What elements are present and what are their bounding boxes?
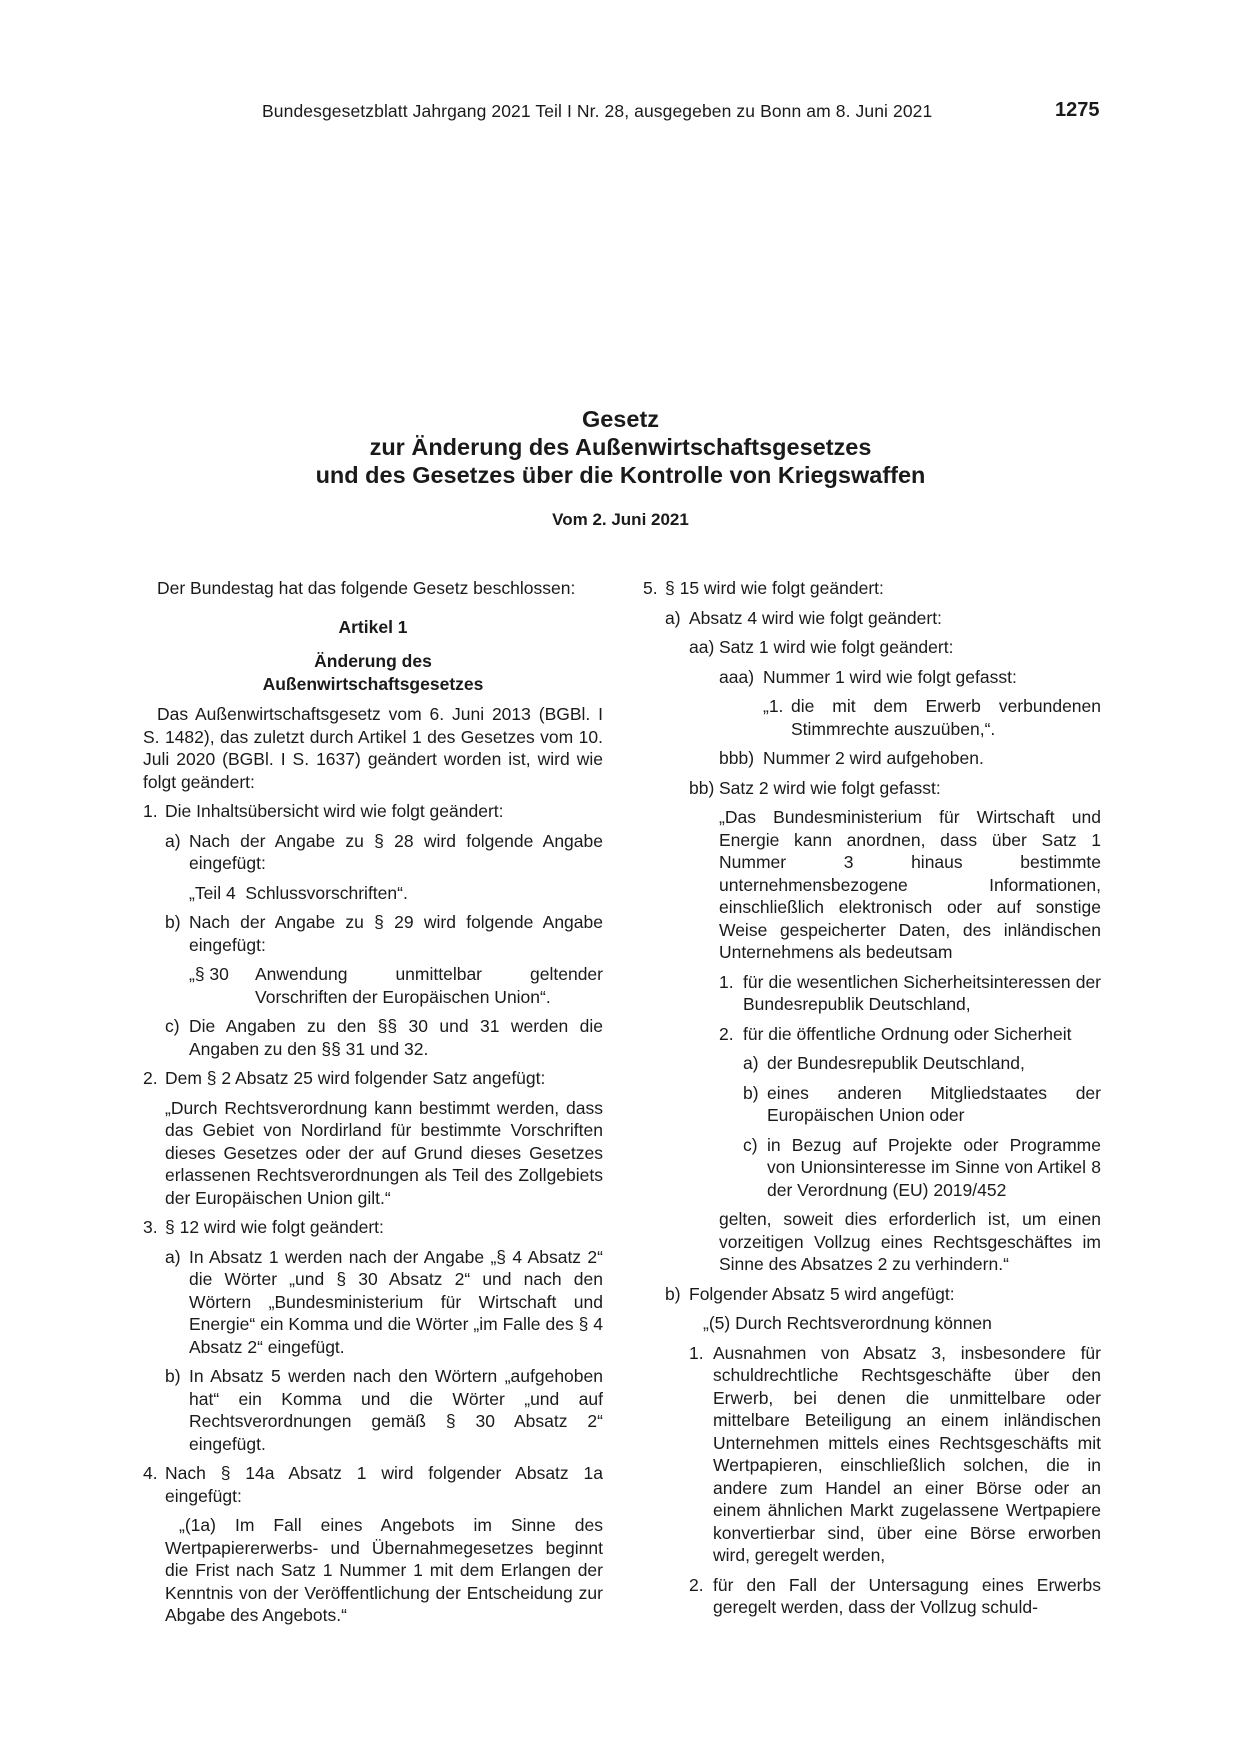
law-date: Vom 2. Juni 2021 bbox=[552, 510, 689, 529]
quote: „(5) Durch Rechtsverordnung können bbox=[703, 1313, 992, 1333]
list-item: b) eines anderen Mitgliedstaates der Europäischen Union oder bbox=[743, 1082, 1101, 1125]
quote: „Teil 4 Schlussvorschriften“. bbox=[189, 882, 408, 903]
quote: „1. die mit dem Erwerb verbundenen Stimmrechte auszuüben,“. bbox=[763, 696, 1101, 739]
list-item: b) Folgender Absatz 5 wird angefügt: bbox=[665, 1283, 955, 1304]
list-item: bb) Satz 2 wird wie folgt gefasst: bbox=[689, 777, 941, 798]
article-label: Artikel 1 bbox=[338, 616, 408, 637]
article-title-2: Außenwirtschaftsgesetzes bbox=[262, 673, 484, 694]
list-item: b) In Absatz 5 werden nach den Wörtern „aufgehoben hat“ ein Komma und die Wörter „und auf Rechtsverordnungen gemäß § 30 Absatz 2“ eingefügt. bbox=[165, 1366, 603, 1454]
list-item: c) in Bezug auf Projekte oder Programme von Unionsinteresse im Sinne von Artikel 8 der Verordnung (EU) 2019/452 bbox=[743, 1134, 1101, 1200]
quote: „Das Bundesministerium für Wirtschaft und Energie kann anordnen, dass über Satz 1 Nummer 3 hinaus bestimmte unternehmensbezogene Informationen, einschließlich elektronisch oder auf sonstige Weise gespeicherter Daten, des inländischen Unternehmens als bedeutsam bbox=[719, 807, 1101, 962]
list-item: bbb) Nummer 2 wird aufgehoben. bbox=[719, 748, 984, 768]
list-item: 1. Ausnahmen von Absatz 3, insbesondere für schuldrechtliche Rechtsgeschäfte über den Erwerb, bei denen die unmittelbare oder mittelbare Beteiligung an einem inländischen Unternehmen mittels eines Rechtsgeschäfts mit Wertpapieren, einschließlich solchen, die in andere zum Handel an einer Börse oder an einem ähnlichen Markt zugelassene Wertpapiere konvertierbar sind, über eine Börse erworben wird, geregelt werden, bbox=[689, 1342, 1101, 1565]
list-item: 4. Nach § 14a Absatz 1 wird folgender Absatz 1a eingefügt: bbox=[143, 1463, 603, 1506]
list-item: 2. für die öffentliche Ordnung oder Sicherheit bbox=[719, 1023, 1072, 1044]
quote: gelten, soweit dies erforderlich ist, um einen vorzeitigen Vollzug eines Rechtsgeschäftes im Sinne des Absatzes 2 zu verhindern.“ bbox=[719, 1209, 1101, 1274]
title-line-2: zur Änderung des Außenwirtschaftsgesetzes bbox=[369, 434, 872, 460]
running-header: Bundesgesetzblatt Jahrgang 2021 Teil I Nr. 28, ausgegeben zu Bonn am 8. Juni 2021 bbox=[262, 101, 933, 121]
list-item: 5. § 15 wird wie folgt geändert: bbox=[643, 578, 884, 598]
list-item: 3. § 12 wird wie folgt geändert: bbox=[143, 1217, 384, 1237]
article-title-1: Änderung des bbox=[314, 651, 432, 671]
list-item: a) Nach der Angabe zu § 28 wird folgende Angabe eingefügt: bbox=[165, 830, 603, 873]
law-title bbox=[0, 405, 1241, 489]
article-paragraph: Das Außenwirtschaftsgesetz vom 6. Juni 2013 (BGBl. I S. 1482), das zuletzt durch Artikel 1 des Gesetzes vom 10. Juli 2020 (BGBl. I S. 1637) geändert worden ist, wird wie folgt geändert: bbox=[143, 704, 603, 792]
left-column bbox=[143, 577, 603, 1634]
quote: „§ 30 Anwendung unmittelbar geltender Vorschriften der Europäischen Union“. bbox=[189, 964, 603, 1007]
list-item: a) In Absatz 1 werden nach der Angabe „§ 4 Absatz 2“ die Wörter „und § 30 Absatz 2“ und nach den Wörtern „Bundesministerium für Wirtschaft und Energie“ ein Komma und die Wörter „im Falle des § 4 Absatz 2“ eingefügt. bbox=[165, 1246, 603, 1357]
enactment-clause: Der Bundestag hat das folgende Gesetz beschlossen: bbox=[157, 578, 576, 598]
quote: „(1a) Im Fall eines Angebots im Sinne des Wertpapiererwerbs- und Übernahmegesetzes beginnt die Frist nach Satz 1 Nummer 1 mit dem Erlangen der Kenntnis von der Veröffentlichung der Entscheidung zur Abgabe des Angebots.“ bbox=[165, 1515, 603, 1625]
list-item: 2. Dem § 2 Absatz 25 wird folgender Satz angefügt: bbox=[143, 1068, 546, 1088]
quote: „Durch Rechtsverordnung kann bestimmt werden, dass das Gebiet von Nordirland für bestimmte Vorschriften dieses Gesetzes oder der auf Grund dieses Gesetzes erlassenen Rechtsverordnungen als Teil des Zollgebiets der Europäischen Union gilt.“ bbox=[165, 1097, 603, 1208]
right-column bbox=[643, 577, 1101, 1626]
title-line-3: und des Gesetzes über die Kontrolle von Kriegswaffen bbox=[315, 462, 926, 488]
list-item: aaa) Nummer 1 wird wie folgt gefasst: bbox=[719, 666, 1017, 687]
page-number: 1275 bbox=[1055, 99, 1100, 121]
list-item: 1. für die wesentlichen Sicherheitsinteressen der Bundesrepublik Deutschland, bbox=[719, 971, 1101, 1014]
list-item: a) der Bundesrepublik Deutschland, bbox=[743, 1053, 1025, 1073]
title-line-1: Gesetz bbox=[581, 406, 660, 432]
list-item: c) Die Angaben zu den §§ 30 und 31 werden die Angaben zu den §§ 31 und 32. bbox=[165, 1016, 603, 1059]
list-item: aa) Satz 1 wird wie folgt geändert: bbox=[689, 637, 954, 657]
list-item: a) Absatz 4 wird wie folgt geändert: bbox=[665, 607, 942, 628]
list-item: 2. für den Fall der Untersagung eines Erwerbs geregelt werden, dass der Vollzug schuld- bbox=[689, 1574, 1101, 1617]
list-item: 1. Die Inhaltsübersicht wird wie folgt geändert: bbox=[143, 801, 504, 821]
list-item: b) Nach der Angabe zu § 29 wird folgende Angabe eingefügt: bbox=[165, 912, 603, 955]
